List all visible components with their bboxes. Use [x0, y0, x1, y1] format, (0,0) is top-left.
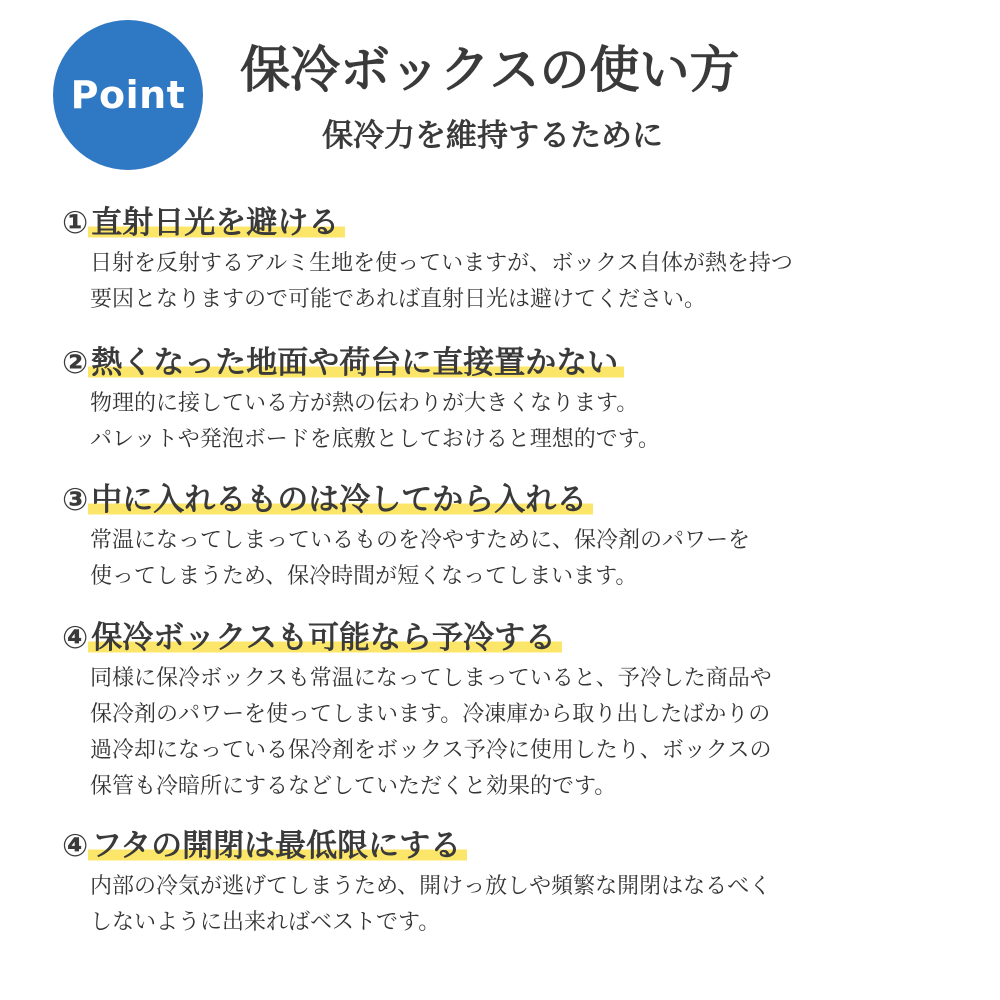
tip-number: ① — [62, 205, 89, 241]
tip-section-5 — [62, 828, 962, 941]
tip-body — [62, 246, 962, 318]
tip-heading — [62, 482, 962, 519]
tip-heading — [62, 205, 962, 242]
tip-body-line: 常温になってしまっているものを冷やすために、保冷剤のパワーを — [90, 528, 751, 554]
tip-body — [62, 869, 962, 941]
page-title: 保冷ボックスの使い方 — [240, 41, 740, 99]
tip-section-2 — [62, 345, 962, 458]
tip-body — [62, 523, 962, 595]
point-badge-label: Point — [70, 73, 186, 117]
tip-body-line: しないように出来ればベストです。 — [90, 910, 441, 936]
tip-section-1 — [62, 205, 962, 318]
tip-number: ② — [62, 345, 89, 381]
tip-heading — [62, 828, 962, 865]
tip-body-line: 使ってしまうため、保冷時間が短くなってしまいます。 — [90, 564, 638, 590]
tip-heading-text: 熱くなった地面や荷台に直接置かない — [88, 345, 624, 382]
tip-body — [62, 661, 962, 805]
tip-body-line: 保管も冷暗所にするなどしていただくと効果的です。 — [90, 774, 617, 800]
tip-body-line: 過冷却になっている保冷剤をボックス予冷に使用したり、ボックスの — [90, 738, 772, 764]
tip-heading-text: フタの開閉は最低限にする — [88, 828, 467, 865]
tip-number: ④ — [62, 828, 89, 864]
tip-heading — [62, 345, 962, 382]
tip-section-4 — [62, 620, 962, 805]
tip-number: ③ — [62, 482, 89, 518]
tip-body-line: 保冷剤のパワーを使ってしまいます。冷凍庫から取り出したばかりの — [90, 702, 771, 728]
page-subtitle: 保冷力を維持するために — [322, 118, 663, 154]
tip-body-line: 物理的に接している方が熱の伝わりが大きくなります。 — [90, 391, 639, 417]
tip-body — [62, 386, 962, 458]
tip-heading-text: 保冷ボックスも可能なら予冷する — [88, 620, 562, 657]
point-badge — [53, 20, 203, 170]
tip-heading-text: 直射日光を避ける — [88, 205, 345, 242]
tip-body-line: パレットや発泡ボードを底敷としておけると理想的です。 — [90, 427, 661, 453]
tip-body-line: 日射を反射するアルミ生地を使っていますが、ボックス自体が熱を持つ — [90, 251, 793, 277]
tip-section-3 — [62, 482, 962, 595]
tip-heading — [62, 620, 962, 657]
tip-number: ④ — [62, 620, 89, 656]
tip-body-line: 同様に保冷ボックスも常温になってしまっていると、予冷した商品や — [90, 666, 772, 692]
tip-heading-text: 中に入れるものは冷してから入れる — [88, 482, 593, 519]
tip-body-line: 要因となりますので可能であれば直射日光は避けてください。 — [90, 287, 707, 313]
tip-body-line: 内部の冷気が逃げてしまうため、開けっ放しや頻繁な開閉はなるべく — [90, 874, 772, 900]
